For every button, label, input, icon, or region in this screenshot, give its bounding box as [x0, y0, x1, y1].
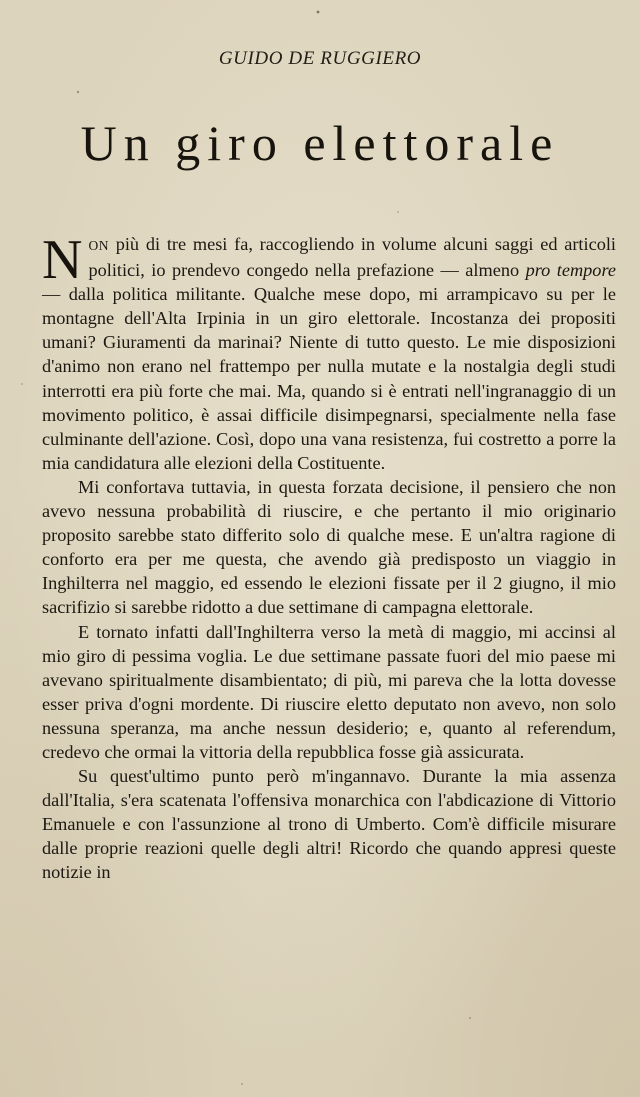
- paragraph-1-text-a: più di tre mesi fa, raccogliendo in volume alcuni saggi ed articoli politici, io prendevo congedo nella prefazione — almeno: [88, 234, 616, 281]
- paragraph-1: [42, 229, 617, 475]
- paragraph-2: Mi confortava tuttavia, in questa forzata decisione, il pensiero che non avevo nessuna probabilità di riuscire, e che pertanto il mio originario proposito sarebbe stato differito solo di qualche mese. E un'altra ragione di conforto era per me questa, che avendo già predisposto un viaggio in Inghilterra nel maggio, ed essendo le elezioni fissate per il 2 giugno, il mio sacrifizio si sarebbe ridotto a due settimane di campagna elettorale.: [42, 476, 616, 618]
- paragraph-3: E tornato infatti dall'Inghilterra verso la metà di maggio, mi accinsi al mio giro di pessima voglia. Le due settimane passate fuori del mio paese mi avevano spiritualmente disambientato; di più, mi pareva che la lotta dovesse esser priva d'ogni mordente. Di riuscire eletto deputato non avevo, non solo nessuna speranza, ma anche nessun desiderio; e, quanto al referendum, credevo che ormai la vittoria della repubblica fosse già assicurata.: [42, 621, 616, 762]
- running-head: GUIDO DE RUGGIERO: [218, 48, 422, 69]
- small-caps-opening: ON: [88, 238, 109, 253]
- drop-cap: N: [42, 229, 83, 291]
- paragraph-4: Su quest'ultimo punto però m'ingannavo. Durante la mia assenza dall'Italia, s'era scatenata l'offensiva monarchica con l'abdicazione di Vittorio Emanuele e con l'assunzione al trono di Umberto. Com'è difficile misurare dalle proprie reazioni quelle degli altri! Ricordo che quando appresi queste notizie in: [42, 766, 616, 883]
- paragraph-1-text-b: — dalla politica militante. Qualche mese dopo, mi arrampicavo su per le montagne dell'Alta Irpinia in un giro elettorale. Incostanza dei propositi umani? Giuramenti da marinai? Niente di tutto questo. Le mie disposizioni d'animo non erano nel frattempo per nulla mutate e la nostalgia degli studi interrotti era più forte che mai. Ma, quando si è entrati nell'ingranaggio di un movimento politico, è assai difficile disimpegnarsi, specialmente nella fase culminante dell'azione. Così, dopo una vana resistenza, fui costretto a porre la mia candidatura alle elezioni della Costituente.: [42, 284, 616, 473]
- body-text: [42, 229, 617, 885]
- paragraph-1-italic: pro tempore: [525, 260, 617, 281]
- chapter-title: Un giro elettorale: [80, 115, 560, 171]
